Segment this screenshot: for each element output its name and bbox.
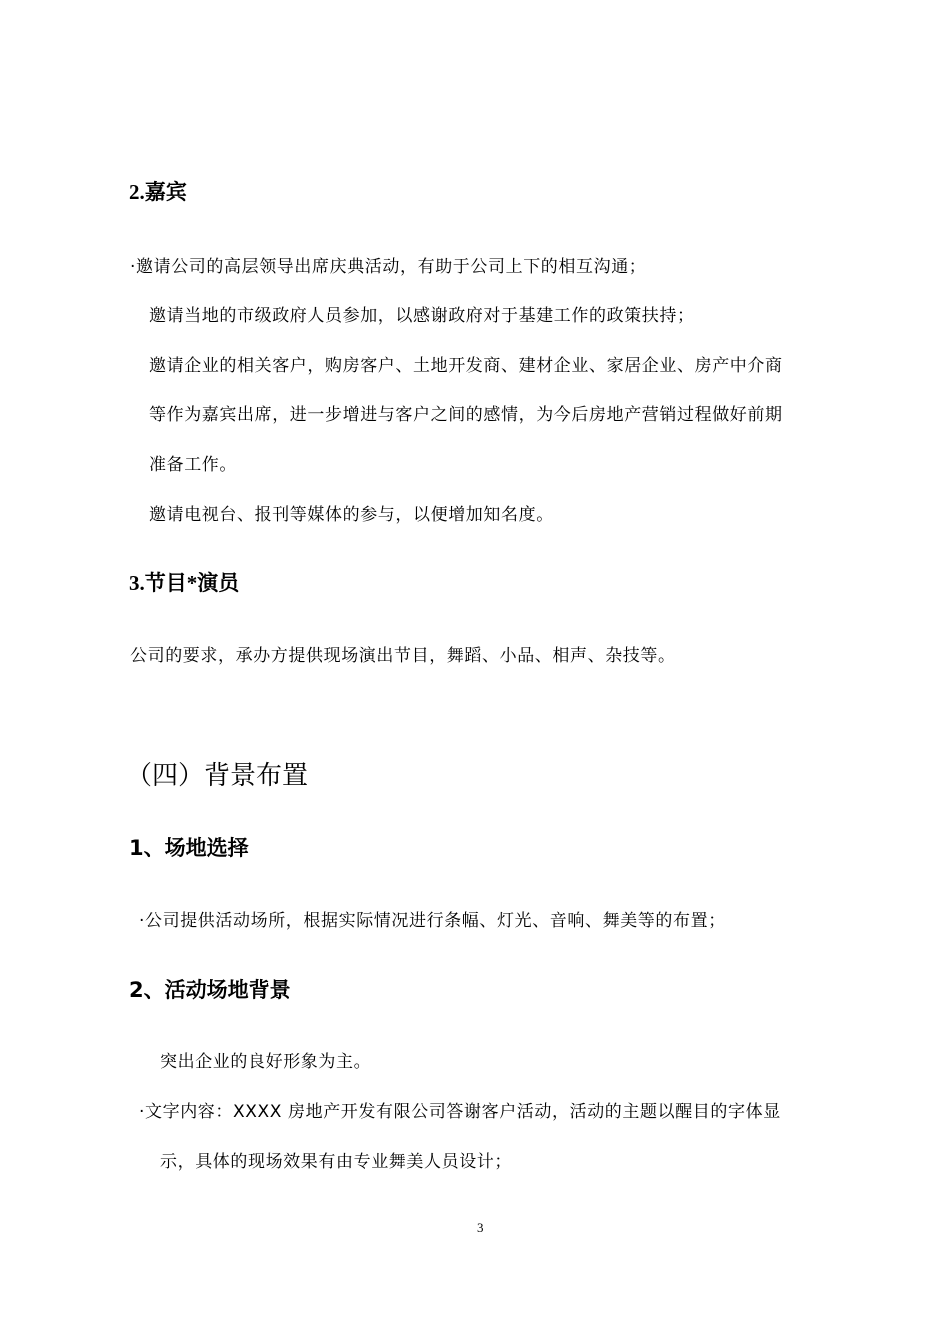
venue-background-line-3: 示，具体的现场效果有由专业舞美人员设计；: [160, 1152, 512, 1172]
venue-background-line-2: ·文字内容：XXXX 房地产开发有限公司答谢客户活动，活动的主题以醒目的字体显: [139, 1102, 781, 1122]
part-title-background: （四）背景布置: [126, 761, 309, 791]
venue-selection-line: ·公司提供活动场所，根据实际情况进行条幅、灯光、音响、舞美等的布置；: [139, 911, 726, 931]
guests-line-6: 邀请电视台、报刊等媒体的参与，以便增加知名度。: [149, 505, 554, 525]
guests-line-1: ·邀请公司的高层领导出席庆典活动，有助于公司上下的相互沟通；: [130, 257, 647, 277]
subheading-venue-selection: 1、场地选择: [129, 836, 249, 860]
guests-line-5: 准备工作。: [149, 455, 237, 475]
performers-line: 公司的要求，承办方提供现场演出节目，舞蹈、小品、相声、杂技等。: [130, 646, 676, 666]
section-heading-guests: 2.嘉宾: [129, 180, 187, 204]
section-heading-performers: 3.节目*演员: [129, 571, 240, 595]
venue-background-line-1: 突出企业的良好形象为主。: [160, 1052, 372, 1072]
subheading-venue-background: 2、活动场地背景: [129, 978, 291, 1002]
guests-line-2: 邀请当地的市级政府人员参加，以感谢政府对于基建工作的政策扶持；: [149, 306, 695, 326]
page-number: 3: [477, 1220, 484, 1235]
guests-line-4: 等作为嘉宾出席，进一步增进与客户之间的感情，为今后房地产营销过程做好前期: [149, 405, 783, 425]
guests-line-3: 邀请企业的相关客户，购房客户、土地开发商、建材企业、家居企业、房产中介商: [149, 356, 783, 376]
